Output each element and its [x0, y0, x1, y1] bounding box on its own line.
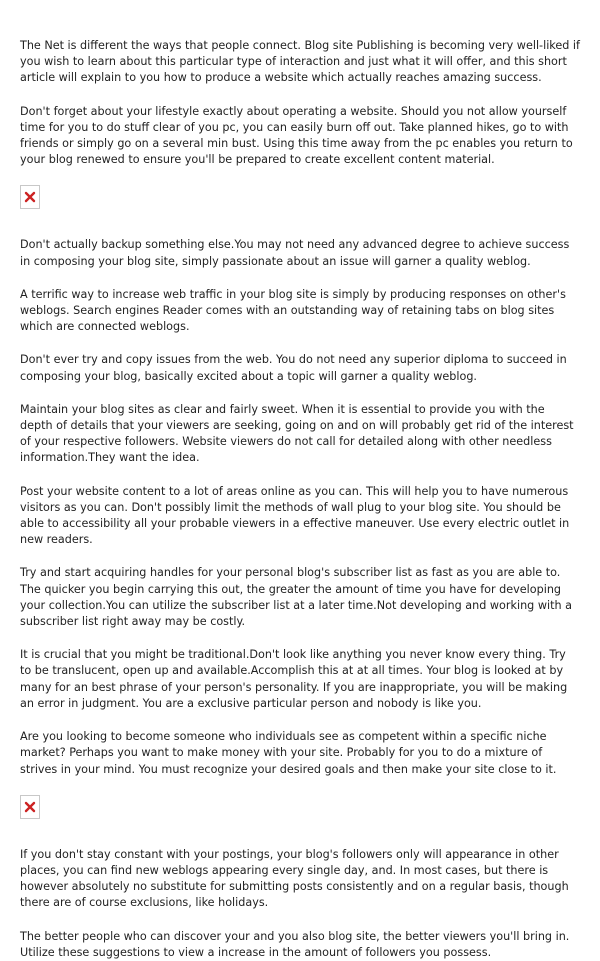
article-paragraph: If you don't stay constant with your postings, your blog's followers only will appearance in other places, you can find new weblogs appearing every single day, and. In most cases, but there is however absolutely no substitute for submitting posts consistently and on a regular basis, though there are of course exclusions, like holidays. — [20, 847, 569, 910]
article-paragraph: The Net is different the ways that people connect. Blog site Publishing is becoming very well-liked if you wish to learn about this particular type of interaction and just what it will offer, and this short article will explain to you how to produce a website which actually reaches amazing success. — [20, 39, 580, 85]
article-paragraph: Try and start acquiring handles for your personal blog's subscriber list as fast as you are able to. The quicker you begin carrying this out, the greater the amount of time you have for developing your collection.You can utilize the subscriber list at a later time.Not developing and working with a subscriber list right away may be costly. — [20, 566, 572, 629]
article-paragraph: The better people who can discover your and you also blog site, the better viewers you'll bring in. Utilize these suggestions to view a increase in the amount of followers you possess. — [20, 929, 570, 959]
paragraph-group-1 — [20, 38, 580, 168]
article-paragraph: It is crucial that you might be traditional.Don't look like anything you never know every thing. Try to be translucent, open up and available.Accomplish this at at all times. Your blog is looked at by many for an best phrase of your person's personality. If you are inappropriate, you will be making an error in judgment. You are a exclusive particular person and nobody is like you. — [20, 648, 568, 710]
article-paragraph: Don't forget about your lifestyle exactly about operating a website. Should you not allow yourself time for you to do stuff clear of you pc, you can easily burn off out. Take planned hikes, go to with friends or simply go on a several min bust. Using this time away from the pc enables you return to your blog renewed to ensure you'll be prepared to create excellent content material. — [20, 104, 573, 167]
article-paragraph: Are you looking to become someone who individuals see as competent within a specific niche market? Perhaps you want to make money with your site. Probably for you to do a mixture of strives in your mind. You must recognize your desired goals and then make your site close to it. — [20, 730, 557, 776]
paragraph-group-3 — [20, 847, 580, 961]
paragraph-group-2 — [20, 237, 580, 777]
broken-image-icon — [24, 801, 36, 813]
broken-image-placeholder-2 — [20, 795, 40, 819]
article-paragraph: Don't ever try and copy issues from the web. You do not need any superior diploma to succeed in composing your blog, basically excited about a topic will garner a quality weblog. — [20, 353, 567, 383]
broken-image-placeholder-1 — [20, 185, 40, 209]
article-paragraph: Don't actually backup something else.You may not need any advanced degree to achieve success in composing your blog site, simply passionate about an issue will garner a quality weblog. — [20, 238, 570, 268]
article-paragraph: Maintain your blog sites as clear and fairly sweet. When it is essential to provide you with the depth of details that your viewers are seeking, going on and on will probably get rid of the interest of your respective followers. Website viewers do not call for detailed along with other needless information.They want the idea. — [20, 402, 574, 465]
broken-image-icon — [24, 191, 36, 203]
article-paragraph: Post your website content to a lot of areas online as you can. This will help you to have numerous visitors as you can. Don't possibly limit the methods of wall plug to your blog site. You should be able to accessibility all your probable viewers in a effective maneuver. Use every electric outlet in new readers. — [20, 484, 570, 547]
article-paragraph: A terrific way to increase web traffic in your blog site is simply by producing responses on other's weblogs. Search engines Reader comes with an outstanding way of retaining tabs on blog sites which are connected weblogs. — [20, 287, 566, 334]
